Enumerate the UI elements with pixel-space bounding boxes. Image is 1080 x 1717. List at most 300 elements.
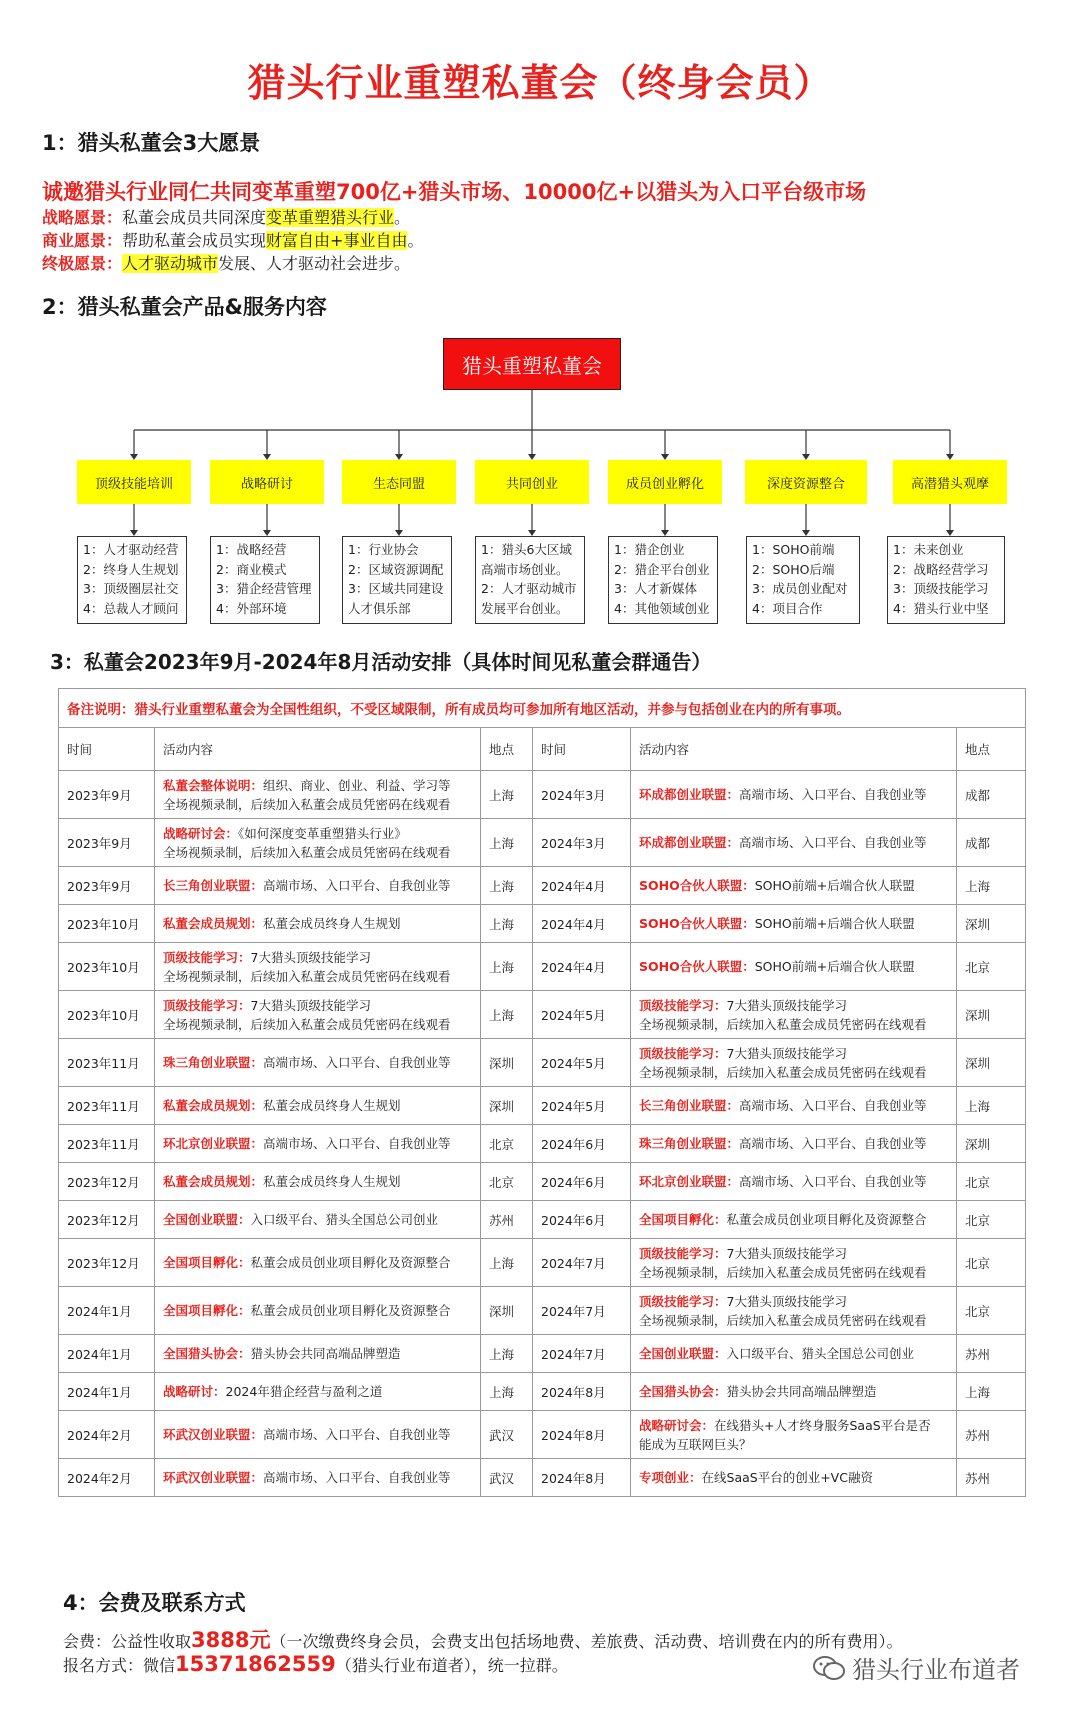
- cell-location: 深圳: [481, 1087, 533, 1125]
- activity-detail: 全场视频录制，后续加入私董会成员凭密码在线观看: [163, 968, 451, 984]
- cell-location: 上海: [481, 1335, 533, 1373]
- cell-activity: [155, 1459, 481, 1497]
- cell-activity: [155, 1201, 481, 1239]
- activity-text: SOHO前端+后端合伙人联盟: [754, 878, 915, 893]
- category-items: [887, 536, 1005, 624]
- cell-activity: [155, 1039, 481, 1087]
- table-row: [59, 1087, 1026, 1125]
- table-row: [59, 1163, 1026, 1201]
- cell-location: 北京: [481, 1163, 533, 1201]
- activity-text: 私董会成员终身人生规划: [263, 1098, 401, 1113]
- cell-time: 2023年11月: [59, 1039, 155, 1087]
- activity-label: 全国项目孵化：: [163, 1255, 251, 1270]
- activity-line: [163, 1053, 472, 1072]
- activity-label: SOHO合伙人联盟：: [639, 916, 755, 931]
- activity-text: 高端市场、入口平台、自我创业等: [263, 1470, 451, 1485]
- activity-text: SOHO前端+后端合伙人联盟: [754, 916, 915, 931]
- category-joint-venture: 共同创业: [475, 460, 589, 504]
- activity-line: [163, 996, 472, 1015]
- activity-detail: 能成为互联网巨头？: [639, 1436, 752, 1452]
- activity-text: 入口级平台、猎头全国总公司创业: [726, 1346, 915, 1361]
- cell-location: 苏州: [957, 1411, 1026, 1459]
- activity-label: 环武汉创业联盟：: [163, 1470, 264, 1485]
- activity-text: 私董会成员创业项目孵化及资源整合: [726, 1212, 927, 1227]
- activity-line: [163, 1382, 472, 1401]
- fee-label: 会费：公益性收取: [63, 1632, 192, 1651]
- activity-text: 在线SaaS平台的创业+VC融资: [701, 1470, 873, 1485]
- cell-activity: [631, 1039, 957, 1087]
- activity-label: 顶级技能学习：: [639, 997, 727, 1013]
- activity-label: 专项创业：: [639, 1470, 702, 1485]
- category-items: [608, 536, 718, 624]
- category-items: [342, 536, 452, 624]
- header-location: 地点: [481, 728, 533, 771]
- cell-time: 2023年9月: [59, 771, 155, 819]
- activity-label: 私董会整体说明：: [163, 777, 264, 793]
- cell-location: 北京: [957, 1163, 1026, 1201]
- activity-line: [639, 1210, 948, 1229]
- activity-detail: 全场视频录制，后续加入私董会成员凭密码在线观看: [639, 1312, 927, 1328]
- cell-location: 上海: [481, 867, 533, 905]
- cell-location: 上海: [481, 905, 533, 943]
- category-item: 1：猎头6大区域: [481, 542, 572, 557]
- activity-line: [163, 1134, 472, 1153]
- activity-line: [639, 957, 948, 976]
- activity-label: 私董会成员规划：: [163, 1174, 264, 1189]
- activity-label: 全国猎头协会：: [639, 1384, 727, 1399]
- category-item: 1：未来创业: [893, 542, 964, 557]
- category-item: 2：战略经营学习: [893, 561, 989, 577]
- table-row: [59, 1459, 1026, 1497]
- category-items: [77, 536, 187, 624]
- cell-activity: [155, 1239, 481, 1287]
- activity-text: 高端市场、入口平台、自我创业等: [263, 1136, 451, 1151]
- cell-location: 深圳: [481, 1039, 533, 1087]
- category-item: 3：人才新媒体: [614, 581, 697, 596]
- schedule-table-wrap: [58, 688, 1025, 1497]
- activity-detail: 全场视频录制，后续加入私董会成员凭密码在线观看: [639, 1064, 927, 1080]
- cell-time: 2024年7月: [533, 1239, 631, 1287]
- table-row: [59, 819, 1026, 867]
- activity-label: 珠三角创业联盟：: [163, 1055, 264, 1070]
- activity-text: 7大猎头顶级技能学习: [250, 949, 371, 965]
- activity-line: [163, 876, 472, 895]
- category-resource-integration: 深度资源整合: [745, 460, 867, 504]
- cell-time: 2024年5月: [533, 1087, 631, 1125]
- activity-text: SOHO前端+后端合伙人联盟: [754, 959, 915, 974]
- cell-time: 2024年8月: [533, 1459, 631, 1497]
- cell-location: 苏州: [957, 1459, 1026, 1497]
- cell-location: 深圳: [957, 1039, 1026, 1087]
- activity-text: 《如何深度变革重塑猎头行业》: [238, 825, 407, 841]
- table-row: [59, 867, 1026, 905]
- vision-highlight: 人才驱动城市: [122, 254, 219, 273]
- activity-detail: 全场视频录制，后续加入私董会成员凭密码在线观看: [163, 844, 451, 860]
- vision-highlight: 财富自由+事业自由: [266, 231, 408, 250]
- activity-line: [163, 948, 472, 967]
- activity-line: [639, 876, 948, 895]
- activity-line: [639, 1292, 948, 1311]
- category-item: 3：成员创业配对: [752, 581, 848, 596]
- cell-time: 2024年5月: [533, 1039, 631, 1087]
- category-item: 2：区域资源调配: [348, 561, 444, 577]
- category-item: 2：SOHO后端: [752, 561, 835, 577]
- cell-time: 2024年2月: [59, 1459, 155, 1497]
- cell-location: 北京: [957, 1201, 1026, 1239]
- activity-text: 在线猎头+人才终身服务SaaS平台是否: [714, 1417, 931, 1433]
- cell-activity: [631, 819, 957, 867]
- vision-text: 发展、人才驱动社会进步。: [218, 254, 411, 273]
- cell-location: 北京: [957, 1239, 1026, 1287]
- table-row: [59, 943, 1026, 991]
- activity-text: 高端市场、入口平台、自我创业等: [739, 835, 927, 850]
- activity-label: 长三角创业联盟：: [639, 1098, 740, 1113]
- category-item: 1：战略经营: [216, 542, 287, 557]
- section4-heading: 4：会费及联系方式: [63, 1591, 246, 1615]
- activity-line: [163, 1301, 472, 1320]
- cell-location: 上海: [481, 943, 533, 991]
- activity-line: [163, 824, 472, 843]
- cell-time: 2023年11月: [59, 1125, 155, 1163]
- cell-location: 深圳: [957, 991, 1026, 1039]
- cell-activity: [631, 1163, 957, 1201]
- category-item: 1：人才驱动经营: [83, 542, 179, 557]
- wechat-icon: [812, 1655, 846, 1681]
- category-items: [475, 536, 585, 624]
- activity-line: [639, 785, 948, 804]
- category-items: [210, 536, 320, 624]
- cell-location: 苏州: [481, 1201, 533, 1239]
- cell-time: 2023年12月: [59, 1163, 155, 1201]
- activity-detail: 全场视频录制，后续加入私董会成员凭密码在线观看: [163, 796, 451, 812]
- activity-label: 环成都创业联盟：: [639, 787, 740, 802]
- fee-note: （一次缴费终身会员，会费支出包括场地费、差旅费、活动费、培训费在内的所有费用）。: [270, 1632, 903, 1651]
- category-item: 4：猎头行业中坚: [893, 600, 989, 616]
- cell-activity: [155, 1373, 481, 1411]
- vision-text: 私董会成员共同深度: [122, 208, 267, 227]
- activity-line: [639, 1172, 948, 1191]
- category-item: 2：商业模式: [216, 561, 287, 577]
- vision-label: 终极愿景：: [42, 254, 123, 273]
- table-row: [59, 1239, 1026, 1287]
- fee-amount: 3888元: [191, 1628, 271, 1652]
- activity-label: 顶级技能学习：: [639, 1293, 727, 1309]
- activity-line: [163, 1468, 472, 1487]
- cell-time: 2024年1月: [59, 1335, 155, 1373]
- activity-label: SOHO合伙人联盟：: [639, 878, 755, 893]
- cell-location: 上海: [481, 1239, 533, 1287]
- activity-text: 猎头协会共同高端品牌塑造: [250, 1346, 401, 1361]
- cell-location: 上海: [957, 1087, 1026, 1125]
- cell-time: 2024年7月: [533, 1287, 631, 1335]
- vision-highlight: 变革重塑猎头行业: [266, 208, 395, 227]
- table-row: [59, 771, 1026, 819]
- activity-line: [639, 1344, 948, 1363]
- activity-line: [639, 1382, 948, 1401]
- activity-label: 全国创业联盟：: [163, 1212, 251, 1227]
- activity-label: 战略研讨：: [163, 1384, 226, 1399]
- cell-activity: [631, 1459, 957, 1497]
- activity-line: [639, 1134, 948, 1153]
- category-item: 2：人才驱动城市: [481, 581, 577, 596]
- cell-activity: [155, 819, 481, 867]
- vision-text: 。: [407, 231, 424, 250]
- activity-text: 高端市场、入口平台、自我创业等: [739, 787, 927, 802]
- activity-text: 高端市场、入口平台、自我创业等: [739, 1136, 927, 1151]
- activity-label: 环成都创业联盟：: [639, 835, 740, 850]
- category-item: 4：其他领域创业: [614, 600, 710, 616]
- header-activity: 活动内容: [631, 728, 957, 771]
- cell-location: 上海: [957, 1373, 1026, 1411]
- cell-time: 2024年3月: [533, 771, 631, 819]
- cell-activity: [631, 991, 957, 1039]
- cell-activity: [155, 1411, 481, 1459]
- activity-text: 入口级平台、猎头全国总公司创业: [250, 1212, 439, 1227]
- activity-label: 环武汉创业联盟：: [163, 1427, 264, 1442]
- cell-activity: [155, 867, 481, 905]
- watermark: [812, 1650, 1020, 1685]
- table-row: [59, 991, 1026, 1039]
- activity-line: [639, 1468, 948, 1487]
- cell-activity: [631, 1411, 957, 1459]
- cell-location: 上海: [481, 991, 533, 1039]
- activity-label: 全国项目孵化：: [163, 1303, 251, 1318]
- cell-time: 2024年5月: [533, 991, 631, 1039]
- activity-text: 组织、商业、创业、利益、学习等: [263, 777, 451, 793]
- cell-location: 上海: [481, 1373, 533, 1411]
- header-time: 时间: [59, 728, 155, 771]
- cell-activity: [155, 771, 481, 819]
- table-header-row: [59, 728, 1026, 771]
- activity-line: [639, 914, 948, 933]
- activity-text: 私董会成员终身人生规划: [263, 916, 401, 931]
- activity-label: 战略研讨会：: [163, 825, 239, 841]
- cell-location: 深圳: [481, 1287, 533, 1335]
- cell-location: 武汉: [481, 1459, 533, 1497]
- cell-activity: [155, 991, 481, 1039]
- table-row: [59, 1411, 1026, 1459]
- activity-line: [163, 1253, 472, 1272]
- cell-activity: [155, 1125, 481, 1163]
- cell-activity: [631, 1373, 957, 1411]
- category-items: [746, 536, 860, 624]
- activity-text: 7大猎头顶级技能学习: [250, 997, 371, 1013]
- cell-location: 深圳: [957, 905, 1026, 943]
- activity-line: [163, 1172, 472, 1191]
- cell-location: 成都: [957, 771, 1026, 819]
- fee-line: [63, 1624, 902, 1654]
- cell-activity: [631, 771, 957, 819]
- table-row: [59, 1125, 1026, 1163]
- table-row: [59, 1287, 1026, 1335]
- cell-activity: [155, 1163, 481, 1201]
- cell-activity: [631, 1201, 957, 1239]
- activity-line: [639, 833, 948, 852]
- section3-heading: 3：私董会2023年9月-2024年8月活动安排（具体时间见私董会群通告）: [50, 650, 712, 674]
- activity-text: 高端市场、入口平台、自我创业等: [263, 1427, 451, 1442]
- activity-label: 珠三角创业联盟：: [639, 1136, 740, 1151]
- vision-text: 。: [394, 208, 411, 227]
- activity-line: [639, 1244, 948, 1263]
- category-ecosystem-alliance: 生态同盟: [342, 460, 456, 504]
- cell-time: 2024年4月: [533, 905, 631, 943]
- activity-label: 全国项目孵化：: [639, 1212, 727, 1227]
- table-row: [59, 905, 1026, 943]
- cell-time: 2023年9月: [59, 819, 155, 867]
- cell-time: 2024年4月: [533, 867, 631, 905]
- activity-label: 私董会成员规划：: [163, 1098, 264, 1113]
- schedule-table: [58, 688, 1026, 1497]
- activity-label: 全国创业联盟：: [639, 1346, 727, 1361]
- cell-activity: [155, 1287, 481, 1335]
- cell-activity: [631, 905, 957, 943]
- activity-label: SOHO合伙人联盟：: [639, 959, 755, 974]
- cell-time: 2024年6月: [533, 1163, 631, 1201]
- vision-label: 战略愿景：: [42, 208, 123, 227]
- cell-activity: [631, 1239, 957, 1287]
- cell-activity: [155, 943, 481, 991]
- cell-location: 成都: [957, 819, 1026, 867]
- table-row: [59, 1039, 1026, 1087]
- activity-text: 高端市场、入口平台、自我创业等: [739, 1098, 927, 1113]
- activity-text: 2024年猎企经营与盈利之道: [225, 1384, 383, 1399]
- category-skills-training: 顶级技能培训: [77, 460, 191, 504]
- cell-time: 2023年11月: [59, 1087, 155, 1125]
- vision-label: 商业愿景：: [42, 231, 123, 250]
- cell-location: 北京: [957, 943, 1026, 991]
- category-high-potential: 高潜猎头观摩: [893, 460, 1007, 504]
- cell-location: 苏州: [957, 1335, 1026, 1373]
- activity-detail: 全场视频录制，后续加入私董会成员凭密码在线观看: [639, 1264, 927, 1280]
- category-item: 3：猎企经营管理: [216, 581, 312, 596]
- cell-location: 北京: [481, 1125, 533, 1163]
- category-item: 2：猎企平台创业: [614, 561, 710, 577]
- activity-label: 顶级技能学习：: [163, 949, 251, 965]
- vision-headline: 诚邀猎头行业同仁共同变革重塑700亿+猎头市场、10000亿+以猎头为入口平台级市场: [42, 180, 867, 204]
- activity-line: [163, 1344, 472, 1363]
- activity-line: [163, 1425, 472, 1444]
- cell-time: 2023年9月: [59, 867, 155, 905]
- activity-label: 私董会成员规划：: [163, 916, 264, 931]
- table-note-row: [59, 689, 1026, 728]
- cell-time: 2024年1月: [59, 1373, 155, 1411]
- cell-activity: [155, 1335, 481, 1373]
- cell-activity: [155, 905, 481, 943]
- header-activity: 活动内容: [155, 728, 481, 771]
- cell-time: 2023年10月: [59, 991, 155, 1039]
- activity-text: 7大猎头顶级技能学习: [726, 1245, 847, 1261]
- contact-label: 报名方式：微信: [63, 1656, 176, 1675]
- category-item: 3：区域共同建设: [348, 581, 444, 596]
- table-row: [59, 1373, 1026, 1411]
- category-item: 1：SOHO前端: [752, 542, 835, 557]
- header-time: 时间: [533, 728, 631, 771]
- category-item: 3：顶级圈层社交: [83, 581, 179, 596]
- category-item: 人才俱乐部: [348, 600, 411, 616]
- cell-activity: [631, 1087, 957, 1125]
- category-item: 发展平台创业。: [481, 600, 569, 616]
- activity-label: 环北京创业联盟：: [163, 1136, 264, 1151]
- cell-time: 2024年1月: [59, 1287, 155, 1335]
- category-strategy-seminar: 战略研讨: [210, 460, 324, 504]
- activity-text: 私董会成员创业项目孵化及资源整合: [250, 1255, 451, 1270]
- table-row: [59, 1335, 1026, 1373]
- activity-label: 顶级技能学习：: [639, 1045, 727, 1061]
- watermark-text: 猎头行业布道者: [852, 1656, 1020, 1684]
- cell-activity: [631, 1125, 957, 1163]
- activity-text: 高端市场、入口平台、自我创业等: [263, 878, 451, 893]
- cell-time: 2024年7月: [533, 1335, 631, 1373]
- activity-label: 长三角创业联盟：: [163, 878, 264, 893]
- cell-time: 2023年10月: [59, 943, 155, 991]
- category-member-incubation: 成员创业孵化: [608, 460, 722, 504]
- cell-location: 深圳: [957, 1125, 1026, 1163]
- activity-line: [639, 1096, 948, 1115]
- contact-note: （猎头行业布道者），统一拉群。: [335, 1656, 568, 1675]
- cell-time: 2024年6月: [533, 1201, 631, 1239]
- cell-activity: [631, 1287, 957, 1335]
- cell-time: 2023年12月: [59, 1201, 155, 1239]
- org-root-box: 猎头重塑私董会: [443, 338, 621, 390]
- category-item: 1：猎企创业: [614, 542, 685, 557]
- activity-label: 环北京创业联盟：: [639, 1174, 740, 1189]
- cell-location: 上海: [481, 771, 533, 819]
- activity-line: [163, 1096, 472, 1115]
- activity-line: [639, 996, 948, 1015]
- cell-time: 2024年8月: [533, 1373, 631, 1411]
- activity-line: [639, 1044, 948, 1063]
- cell-time: 2024年2月: [59, 1411, 155, 1459]
- category-item: 4：总裁人才顾问: [83, 600, 179, 616]
- activity-label: 全国猎头协会：: [163, 1346, 251, 1361]
- vision-text: 帮助私董会成员实现: [122, 231, 267, 250]
- activity-text: 7大猎头顶级技能学习: [726, 1045, 847, 1061]
- cell-activity: [631, 1335, 957, 1373]
- cell-location: 上海: [957, 867, 1026, 905]
- activity-text: 私董会成员创业项目孵化及资源整合: [250, 1303, 451, 1318]
- activity-label: 顶级技能学习：: [639, 1245, 727, 1261]
- cell-location: 北京: [957, 1287, 1026, 1335]
- header-location: 地点: [957, 728, 1026, 771]
- activity-text: 高端市场、入口平台、自我创业等: [739, 1174, 927, 1189]
- category-item: 4：项目合作: [752, 600, 823, 616]
- section1-heading: 1：猎头私董会3大愿景: [42, 131, 261, 155]
- activity-text: 7大猎头顶级技能学习: [726, 997, 847, 1013]
- activity-detail: 全场视频录制，后续加入私董会成员凭密码在线观看: [639, 1016, 927, 1032]
- cell-time: 2024年6月: [533, 1125, 631, 1163]
- activity-line: [163, 1210, 472, 1229]
- page-title: 猎头行业重塑私董会（终身会员）: [247, 61, 833, 105]
- activity-label: 战略研讨会：: [639, 1417, 715, 1433]
- cell-time: 2023年12月: [59, 1239, 155, 1287]
- category-item: 2：终身人生规划: [83, 561, 179, 577]
- contact-phone: 15371862559: [175, 1652, 336, 1676]
- cell-activity: [631, 867, 957, 905]
- activity-line: [639, 1416, 948, 1435]
- category-item: 高端市场创业。: [481, 561, 569, 577]
- activity-line: [163, 776, 472, 795]
- contact-line: [63, 1652, 568, 1676]
- cell-time: 2023年10月: [59, 905, 155, 943]
- activity-text: 猎头协会共同高端品牌塑造: [726, 1384, 877, 1399]
- table-note: 备注说明：猎头行业重塑私董会为全国性组织，不受区域限制，所有成员均可参加所有地区活动，并参与包括创业在内的所有事项。: [59, 689, 1026, 728]
- activity-detail: 全场视频录制，后续加入私董会成员凭密码在线观看: [163, 1016, 451, 1032]
- activity-line: [163, 914, 472, 933]
- activity-text: 7大猎头顶级技能学习: [726, 1293, 847, 1309]
- cell-time: 2024年3月: [533, 819, 631, 867]
- activity-label: 顶级技能学习：: [163, 997, 251, 1013]
- cell-location: 上海: [481, 819, 533, 867]
